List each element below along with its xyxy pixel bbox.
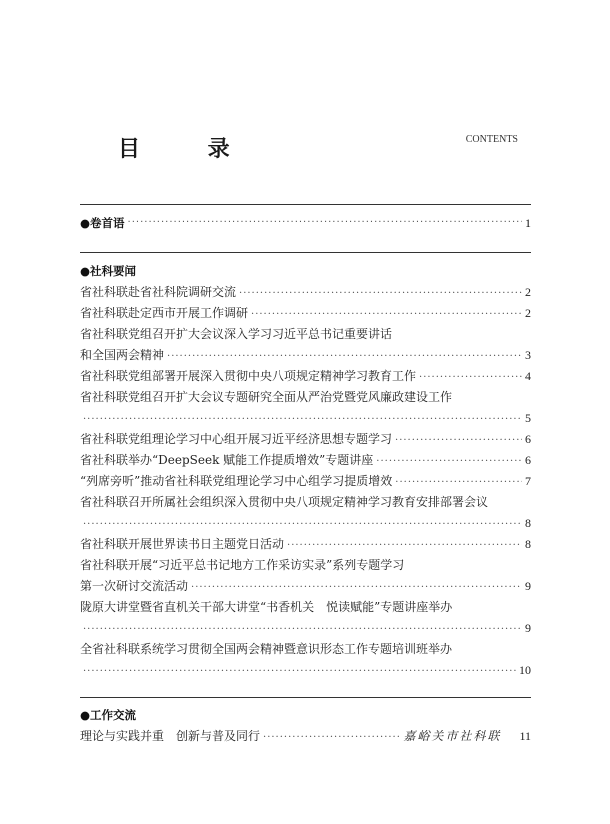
- leader-dots: [167, 346, 522, 367]
- leader-dots: [191, 577, 522, 598]
- entry-title: 全省社科联系统学习贯彻全国两会精神暨意识形态工作专题培训班举办: [80, 642, 453, 656]
- entry-title: 理论与实践并重 创新与普及同行: [80, 729, 261, 743]
- entry-title-line[interactable]: [80, 597, 531, 618]
- leader-dots: [128, 212, 522, 234]
- contents-label: CONTENTS: [465, 134, 518, 145]
- toc-entry[interactable]: [80, 450, 531, 471]
- entry-title-line[interactable]: [80, 639, 531, 660]
- page-number: 3: [525, 348, 531, 362]
- toc-entry[interactable]: [80, 726, 531, 747]
- page-number: 9: [525, 621, 531, 635]
- exchange-section: [80, 704, 531, 747]
- toc-entry[interactable]: [80, 618, 531, 639]
- toc-entry[interactable]: [80, 660, 531, 681]
- leader-dots: [251, 304, 522, 325]
- foreword-label: ●卷首语: [80, 216, 125, 230]
- page-number: 6: [525, 432, 531, 446]
- leader-dots: [83, 409, 522, 430]
- leader-dots: [376, 451, 522, 472]
- page-number: 6: [525, 453, 531, 467]
- page-number: 11: [519, 729, 531, 743]
- page-number: 4: [525, 369, 531, 383]
- entry-title-line[interactable]: [80, 492, 531, 513]
- entry-title-line[interactable]: [80, 324, 531, 345]
- leader-dots: [83, 514, 522, 535]
- leader-dots: [239, 283, 522, 304]
- page-number: 8: [525, 537, 531, 551]
- toc-entry[interactable]: [80, 471, 531, 492]
- toc-entry[interactable]: [80, 534, 531, 555]
- entry-title: 省社科联赴省社科院调研交流: [80, 285, 237, 299]
- entry-title: 省社科联党组理论学习中心组开展习近平经济思想专题学习: [80, 432, 393, 446]
- entry-title: “列席旁听”推动省社科联党组理论学习中心组学习提质增效: [80, 474, 393, 488]
- divider: [80, 697, 531, 698]
- page-number: 2: [525, 285, 531, 299]
- divider: [80, 204, 531, 205]
- entry-title-line[interactable]: [80, 387, 531, 408]
- entry-title: 省社科联党组召开扩大会议深入学习习近平总书记重要讲话: [80, 327, 393, 341]
- leader-dots: [419, 367, 522, 388]
- leader-dots: [83, 619, 522, 640]
- leader-dots: [395, 430, 522, 451]
- entry-title-line[interactable]: [80, 555, 531, 576]
- toc-entry[interactable]: [80, 429, 531, 450]
- entry-title: 陇原大讲堂暨省直机关干部大讲堂“书香机关 悦读赋能”专题讲座举办: [80, 600, 453, 614]
- page-number: 8: [525, 516, 531, 530]
- toc-entry[interactable]: [80, 513, 531, 534]
- news-section: [80, 260, 531, 681]
- page-number: 7: [525, 474, 531, 488]
- toc-entry[interactable]: [80, 345, 531, 366]
- section-heading: ●社科要闻: [80, 264, 137, 278]
- entry-title: 省社科联召开所属社会组织深入贯彻中央八项规定精神学习教育安排部署会议: [80, 495, 489, 509]
- entry-source: 嘉峪关市社科联: [403, 729, 502, 743]
- toc-entry[interactable]: [80, 576, 531, 597]
- entry-title: 省社科联举办“DeepSeek 赋能工作提质增效”专题讲座: [80, 453, 374, 467]
- section-heading: ●工作交流: [80, 708, 137, 722]
- toc-entry[interactable]: [80, 282, 531, 303]
- toc-entry[interactable]: [80, 408, 531, 429]
- page-title: 目 录: [118, 136, 260, 162]
- entry-title: 省社科联党组召开扩大会议专题研究全面从严治党暨党风廉政建设工作: [80, 390, 453, 404]
- entry-title: 省社科联开展“习近平总书记地方工作采访实录”系列专题学习: [80, 558, 405, 572]
- entry-title: 第一次研讨交流活动: [80, 579, 189, 593]
- toc-entry[interactable]: [80, 366, 531, 387]
- page-number: 10: [519, 663, 531, 677]
- leader-dots: [287, 535, 522, 556]
- page-number: 1: [525, 216, 531, 230]
- leader-dots: [395, 472, 522, 493]
- entry-title: 和全国两会精神: [80, 348, 165, 362]
- foreword-entry[interactable]: [80, 212, 531, 234]
- leader-dots: [83, 661, 516, 682]
- foreword-section: [80, 212, 531, 234]
- entry-title: 省社科联赴定西市开展工作调研: [80, 306, 249, 320]
- page-number: 5: [525, 411, 531, 425]
- divider: [80, 252, 531, 253]
- entry-title: 省社科联开展世界读书日主题党日活动: [80, 537, 285, 551]
- page-number: 9: [525, 579, 531, 593]
- page-number: 2: [525, 306, 531, 320]
- entry-title: 省社科联党组部署开展深入贯彻中央八项规定精神学习教育工作: [80, 369, 417, 383]
- leader-dots: [263, 727, 400, 748]
- toc-entry[interactable]: [80, 303, 531, 324]
